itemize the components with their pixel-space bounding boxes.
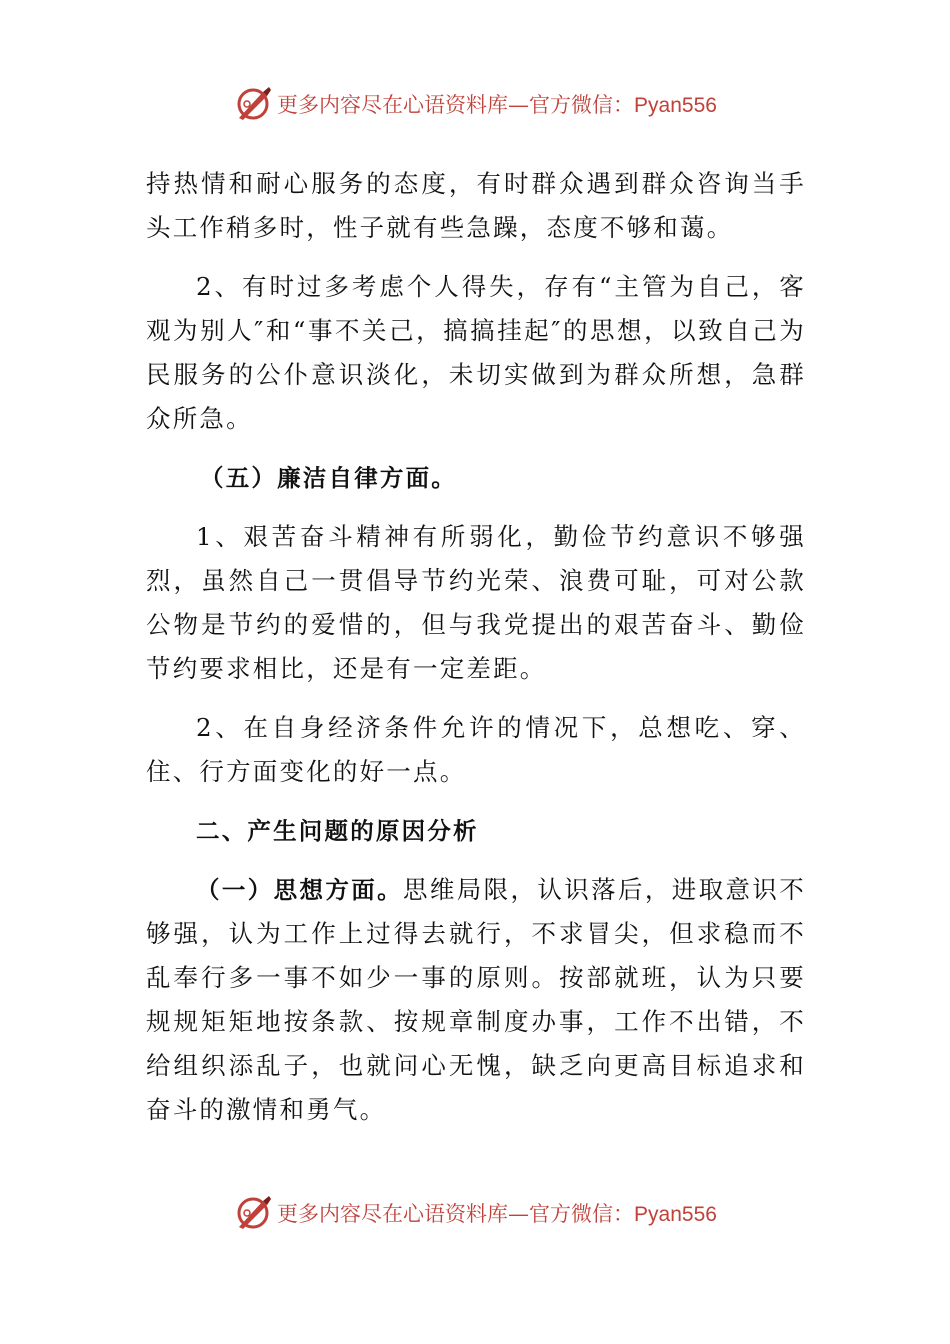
paragraph-item-2b: 2、在自身经济条件允许的情况下，总想吃、穿、住、行方面变化的好一点。 (146, 713, 806, 786)
pen-logo-icon (233, 1193, 273, 1233)
paragraph-thought (146, 868, 806, 1132)
pen-logo-icon (233, 84, 273, 124)
subsection-heading-1: （一）思想方面。 (196, 876, 404, 904)
document-body (146, 162, 806, 1132)
footer-banner (0, 1191, 950, 1235)
paragraph-item-1: 1、艰苦奋斗精神有所弱化，勤俭节约意识不够强烈，虽然自己一贯倡导节约光荣、浪费可耻，可对公款公物是节约的爱惜的，但与我党提出的艰苦奋斗、勤俭节约要求相比，还是有一定差距。 (146, 522, 806, 683)
paragraph-continued: 持热情和耐心服务的态度，有时群众遇到群众咨询当手头工作稍多时，性子就有些急躁，态度不够和蔼。 (146, 169, 806, 242)
paragraph-item-2: 2、有时过多考虑个人得失，存有“主管为自己，客观为别人″和“事不关己，搞搞挂起″的思想，以致自己为民服务的公仆意识淡化，未切实做到为群众所想，急群众所急。 (146, 272, 806, 433)
banner-text: 更多内容尽在心语资料库—官方微信：Pyan556 (277, 93, 717, 117)
header-banner (0, 82, 950, 126)
banner-text: 更多内容尽在心语资料库—官方微信：Pyan556 (277, 1202, 717, 1226)
chapter-heading-2: 二、产生问题的原因分析 (196, 817, 479, 845)
section-heading-5: （五）廉洁自律方面。 (200, 464, 457, 492)
paragraph-thought-text: 思维局限，认识落后，进取意识不够强，认为工作上过得去就行，不求冒尖，但求稳而不乱奉行多一事不如少一事的原则。按部就班，认为只要规规矩矩地按条款、按规章制度办事，工作不出错，不给组织添乱子，也就问心无愧，缺乏向更高目标追求和奋斗的激情和勇气。 (146, 875, 806, 1124)
